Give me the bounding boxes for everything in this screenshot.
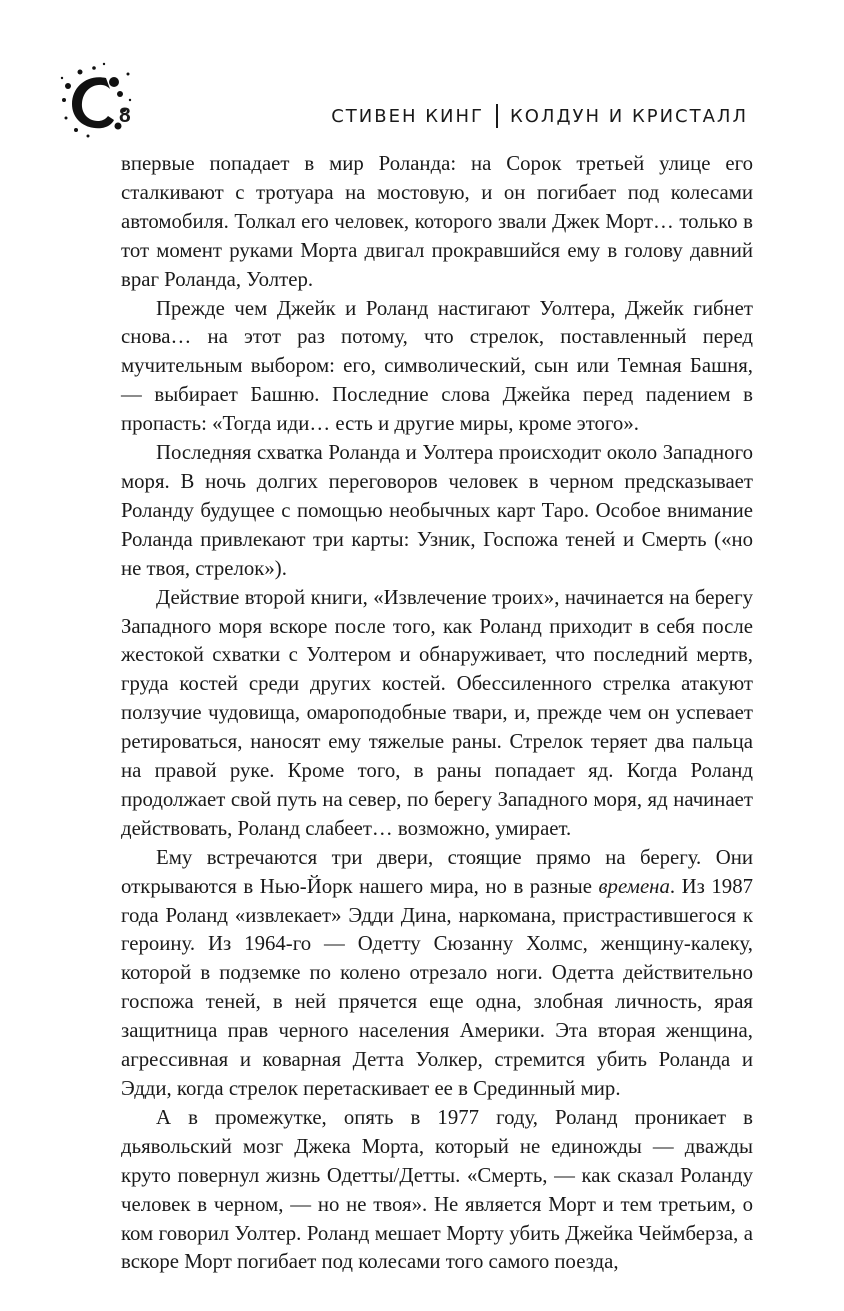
- page-header: [0, 60, 844, 150]
- paragraph: [121, 844, 753, 1104]
- body-text: [121, 150, 753, 1277]
- paragraph: Действие второй книги, «Извлечение троих», начинается на берегу Западного моря вскоре после того, как Роланд приходит в себя после жестокой схватки с Уолтером и обнаруживает, что последний мертв, груда костей среди других костей. Обессиленного стрелка атакуют ползучие чудовища, омароподобные твари, и, прежде чем он успевает ретироваться, наносят ему тяжелые раны. Стрелок теряет два пальца на правой руке. Кроме того, в раны попадает яд. Когда Роланд продолжает свой путь на север, по берегу Западного моря, яд начинает действовать, Роланд слабеет… возможно, умирает.: [121, 585, 753, 840]
- book-title: КОЛДУН И КРИСТАЛЛ: [509, 105, 748, 127]
- ink-splatter-icon: [58, 60, 138, 140]
- page-number: 8: [119, 104, 132, 127]
- running-head: [331, 104, 748, 128]
- author-name: СТИВЕН КИНГ: [331, 105, 484, 127]
- paragraph: Последняя схватка Роланда и Уолтера происходит около Западного моря. В ночь долгих переговоров человек в черном предсказывает Роланду будущее с помощью необычных карт Таро. Особое внимание Роланда привлекают три карты: Узник, Госпожа теней и Смерть («но не твоя, стрелок»).: [121, 441, 753, 580]
- emphasis-text: времена: [598, 874, 670, 898]
- header-separator: [496, 104, 498, 128]
- paragraph: А в промежутке, опять в 1977 году, Роланд проникает в дьявольский мозг Джека Морта, который не единожды — дважды круто повернул жизнь Одетты/Детты. «Смерть, — как сказал Роланду человек в черном, — но не твоя». Не является Морт и тем третьим, о ком говорил Уолтер. Роланд мешает Морту убить Джейка Чеймберза, а вскоре Морт погибает под колесами того самого поезда,: [121, 1105, 753, 1274]
- paragraph: Прежде чем Джейк и Роланд настигают Уолтера, Джейк гибнет снова… на этот раз потому, что стрелок, поставленный перед мучительным выбором: его, символический, сын или Темная Башня, — выбирает Башню. Последние слова Джейка перед падением в пропасть: «Тогда иди… есть и другие миры, кроме этого».: [121, 296, 753, 436]
- paragraph-text: Ему встречаются три двери, стоящие прямо на берегу. Они открываются в Нью-Йорк нашего мира, но в разные: [121, 845, 753, 898]
- paragraph: впервые попадает в мир Роланда: на Сорок третьей улице его сталкивают с тротуара на мостовую, и он погибает под колесами автомобиля. Толкал его человек, которого звали Джек Морт… только в тот момент руками Морта двигал прокравшийся ему в голову давний враг Роланда, Уолтер.: [121, 152, 753, 291]
- paragraph-text: . Из 1987 года Роланд «извлекает» Эдди Дина, наркомана, пристрастившегося к героину. Из 1964-го — Одетту Сюзанну Холмс, женщину-калеку, которой в подземке по колено отрезало ноги. Одетта действительно госпожа теней, в ней прячется еще одна, злобная личность, ярая защитница прав черного населения Америки. Эта вторая женщина, агрессивная и коварная Детта Уолкер, стремится убить Роланда и Эдди, когда стрелок перетаскивает ее в Срединный мир.: [121, 874, 753, 1100]
